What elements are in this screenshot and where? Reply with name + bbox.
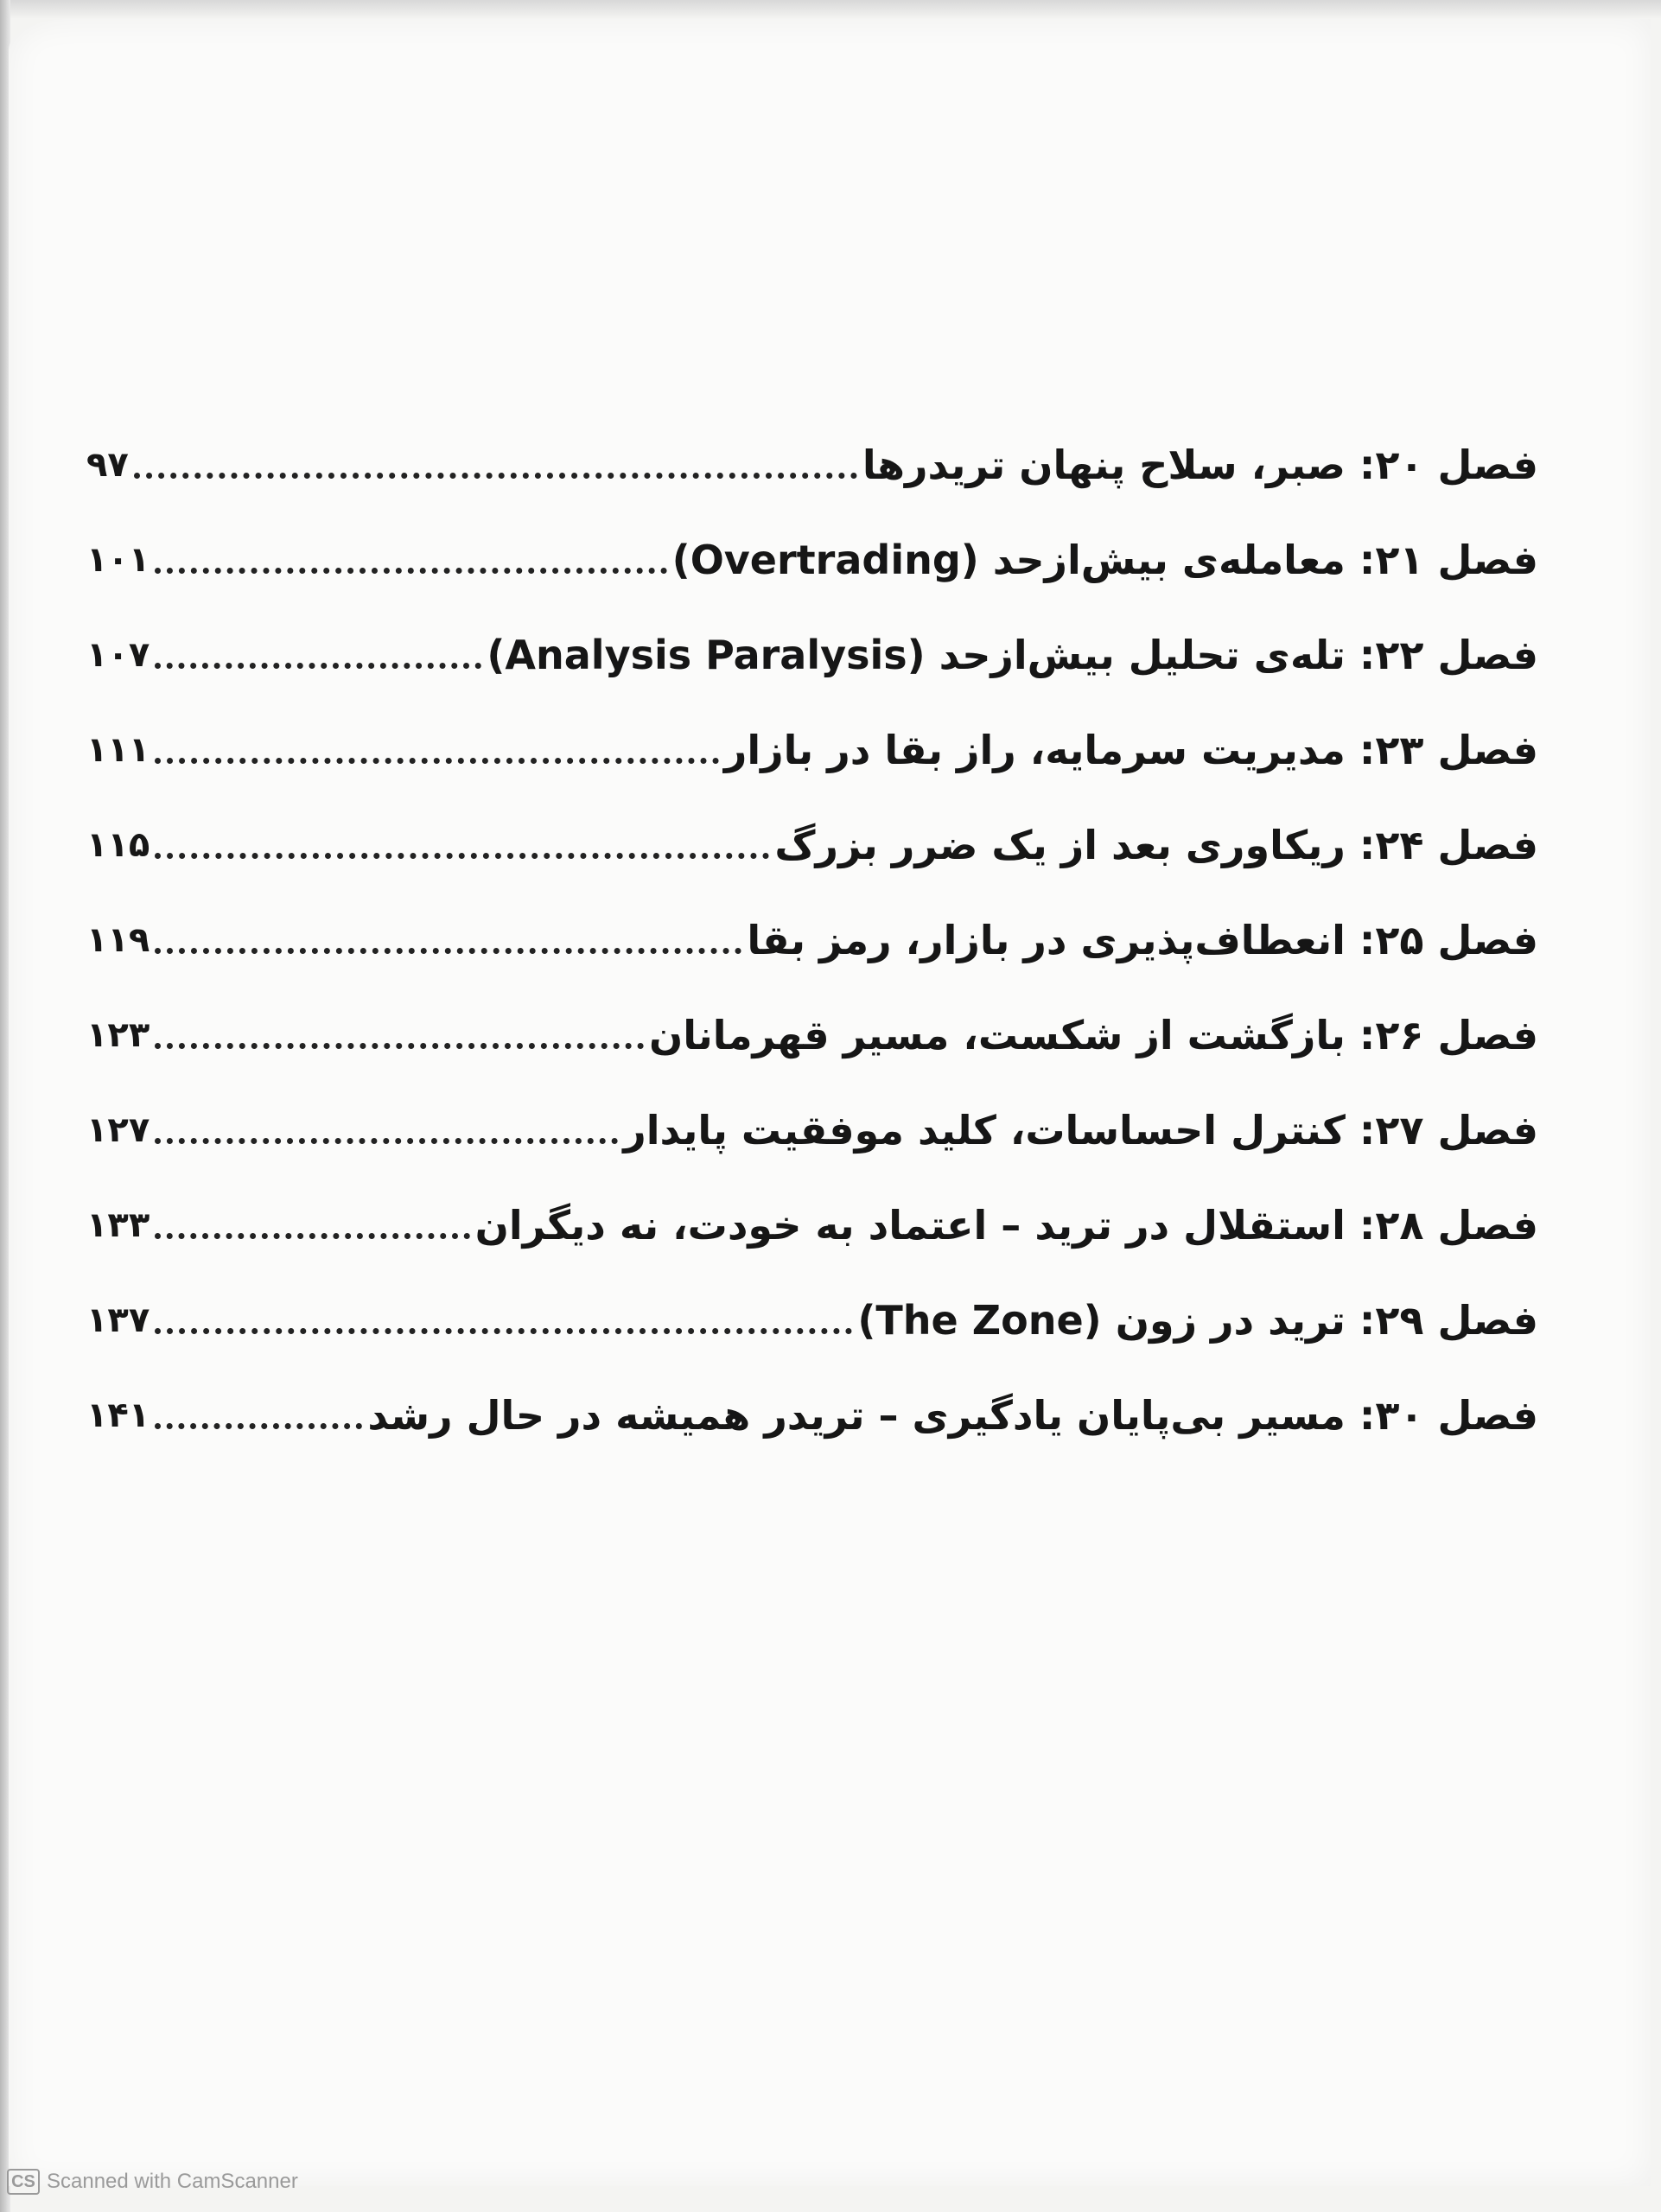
leader-dots <box>155 853 769 859</box>
page-number: ۱۰۱ <box>86 540 150 580</box>
scanner-watermark-text: Scanned with CamScanner <box>47 2170 298 2193</box>
toc-entry <box>86 1372 1538 1459</box>
scanner-watermark <box>7 2165 298 2198</box>
page-number: ۱۱۱ <box>86 730 150 770</box>
toc-entry <box>86 897 1538 983</box>
page-number: ۱۱۵ <box>86 825 150 865</box>
leader-dots <box>155 1138 618 1144</box>
toc-entry <box>86 1087 1538 1173</box>
leader-dots <box>155 1233 469 1239</box>
chapter-title: فصل ۲۷: کنترل احساسات، کلید موفقیت پایدار <box>623 1107 1538 1154</box>
camscanner-logo: CS <box>7 2169 40 2195</box>
chapter-title: فصل ۲۰: صبر، سلاح پنهان تریدرها <box>862 442 1538 488</box>
chapter-title: فصل ۲۶: بازگشت از شکست، مسیر قهرمانان <box>649 1012 1538 1058</box>
chapter-title: فصل ۲۱: معامله‌ی بیش‌ازحد (Overtrading) <box>671 537 1538 583</box>
toc-entry <box>86 1277 1538 1363</box>
leader-dots <box>155 1043 644 1049</box>
page-number: ۱۳۷ <box>86 1300 150 1340</box>
chapter-title: فصل ۲۸: استقلال در ترید – اعتماد به خودت، نه دیگران <box>474 1202 1538 1249</box>
chapter-title: فصل ۲۴: ریکاوری بعد از یک ضرر بزرگ <box>774 822 1538 868</box>
toc-entry <box>86 802 1538 888</box>
leader-dots <box>155 1328 852 1334</box>
chapter-title: فصل ۳۰: مسیر بی‌پایان یادگیری – تریدر همیشه در حال رشد <box>367 1392 1538 1439</box>
toc-entry <box>86 517 1538 603</box>
leader-dots <box>155 568 666 574</box>
leader-dots <box>155 663 481 669</box>
leader-dots <box>155 1423 362 1429</box>
toc-entry <box>86 1182 1538 1268</box>
toc-entry <box>86 422 1538 508</box>
leader-dots <box>134 473 857 479</box>
chapter-title: فصل ۲۲: تله‌ی تحلیل بیش‌ازحد (Analysis Paralysis) <box>487 632 1538 678</box>
toc-entry <box>86 992 1538 1078</box>
page-number: ۱۴۱ <box>86 1395 150 1435</box>
chapter-title: فصل ۲۹: ترید در زون (The Zone) <box>857 1297 1538 1344</box>
leader-dots <box>155 758 719 764</box>
page-number: ۱۳۳ <box>86 1205 150 1245</box>
page-number: ۱۲۳ <box>86 1015 150 1055</box>
page-number: ۱۲۷ <box>86 1110 150 1150</box>
leader-dots <box>155 948 741 954</box>
page-number: ۹۷ <box>86 445 129 485</box>
page-number: ۱۰۷ <box>86 635 150 675</box>
toc-entry <box>86 707 1538 793</box>
toc-entry <box>86 612 1538 698</box>
page-number: ۱۱۹ <box>86 920 150 960</box>
chapter-title: فصل ۲۵: انعطاف‌پذیری در بازار، رمز بقا <box>747 917 1538 963</box>
chapter-title: فصل ۲۳: مدیریت سرمایه، راز بقا در بازار <box>723 727 1538 773</box>
